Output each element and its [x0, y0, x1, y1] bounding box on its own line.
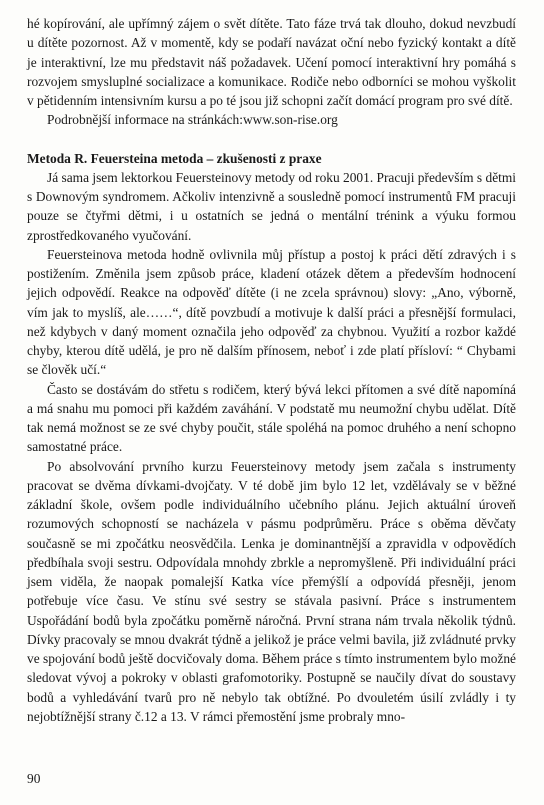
info-line: Podrobnější informace na stránkách:www.son-rise.org: [47, 112, 338, 128]
paragraph: Já sama jsem lektorkou Feuersteinovy metody od roku 2001. Pracuji především s dětmi s Downovým syndromem. Ačkoliv intenzivně a sousledně pomocí instrumentů FM pracuji pouze se čtyřmi dětmi, i u ostatních se jedná o mentální trénink a výuku formou zprostředkovaného vyučování.: [27, 169, 516, 243]
page-number: 90: [27, 771, 41, 786]
paragraph: Feuersteinova metoda hodně ovlivnila můj přístup a postoj k práci dětí zdravých i s postižením. Změnila jsem způsob práce, kladení otázek dětem a především hodnocení jejich odpovědí. Reakce na odpověď dítěte (i ne zcela správnou) slovy: „Ano, výborně, vím jak to myslíš, ale……“, dítě povzbudí a motivuje k další práci a přesnější formulaci, než kdybych v daný moment označila jeho odpověď za chybnou. Využití a rozbor každé chyby, kterou dítě udělá, je pro ně dalším přínosem, neboť i zde platí přísloví: “ Chybami se člověk učí.“: [27, 246, 516, 378]
paragraph: Po absolvování prvního kurzu Feuersteinovy metody jsem začala s instrumenty pracovat se dvěma dívkami-dvojčaty. V té době jim bylo 12 let, vzdělávaly se v běžné základní škole, ovšem podle individuálního učebního plánu. Jejich aktuální úroveň rozumových schopností se nacházela v pásmu podprůměru. Práce s oběma děvčaty současně se mi zpočátku neosvědčila. Lenka je dominantnější a zpravidla v odpovědích předbíhala svoji sestru. Odpovídala mnohdy zbrkle a nepromyšleně. Při individuální práci jsem viděla, že naopak pomalejší Katka více přemýšlí a odpovídá přesněji, jenom potřebuje více času. Ve stínu své sestry se stávala pasivní. Práce s instrumentem Uspořádání bodů byla zpočátku poměrně náročná. První strana nám trvala několik týdnů. Dívky pracovaly se mnou dvakrát týdně a jelikož je práce velmi bavila, již zvládnuté prvky ve spojování bodů ještě docvičovaly doma. Během práce s tímto instrumentem bylo možné sledovat vývoj a pokroky v oblasti grafomotoriky. Postupně se naučily dívat do soustavy bodů a vyhledávání tvarů pro ně nebylo tak obtížné. Po dvouletém úsilí zvládly i ty nejobtížnější strany č.12 a 13. V rámci přemostění jsme probraly mno-: [27, 458, 516, 724]
section-heading: Metoda R. Feuersteina metoda – zkušenosti z praxe: [27, 150, 322, 166]
intro-paragraph: hé kopírování, ale upřímný zájem o svět dítěte. Tato fáze trvá tak dlouho, dokud nevzbudí u dítěte pozornost. Až v momentě, kdy se podaří navázat oční nebo fyzický kontakt a dítě je interaktivní, lze mu představit náš požadavek. Učení pomocí interaktivní hry pomáhá s rozvojem smysluplné socializace a komunikace. Rodiče nebo odborníci se mohou vyškolit v pětidenním intensivním kursu a po té jsou již schopni začít domácí program pro své dítě.: [27, 16, 516, 108]
paragraph: Často se dostávám do střetu s rodičem, který bývá lekci přítomen a své dítě napomíná a má snahu mu pomoci při každém zaváhání. V podstatě mu neumožní chybu udělat. Dítě tak nemá možnost se ze své chyby poučit, stále spoléhá na pomoc druhého a není schopno samostatné práce.: [27, 381, 516, 455]
